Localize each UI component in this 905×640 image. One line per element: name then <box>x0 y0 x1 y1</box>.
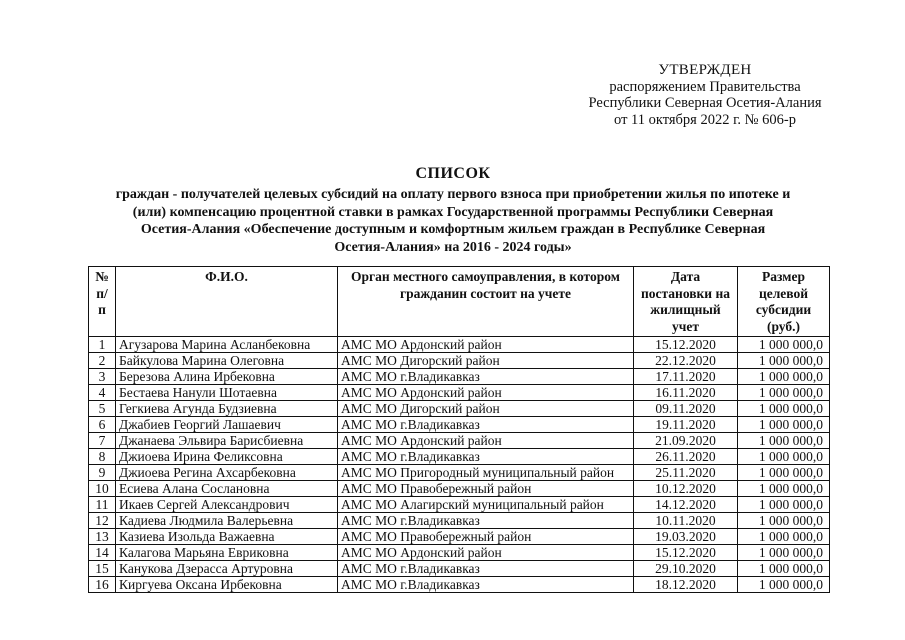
cell-organization: АМС МО г.Владикавказ <box>338 417 634 433</box>
cell-amount: 1 000 000,0 <box>738 529 830 545</box>
table-row <box>89 529 830 545</box>
cell-fio: Березова Алина Ирбековна <box>116 369 338 385</box>
cell-number: 16 <box>89 577 116 593</box>
cell-date: 22.12.2020 <box>634 353 738 369</box>
cell-amount: 1 000 000,0 <box>738 385 830 401</box>
cell-amount: 1 000 000,0 <box>738 513 830 529</box>
header-subsidy-amount: Размер целевой субсидии (руб.) <box>738 267 830 337</box>
cell-date: 15.12.2020 <box>634 545 738 561</box>
cell-number: 4 <box>89 385 116 401</box>
cell-number: 6 <box>89 417 116 433</box>
cell-fio: Есиева Алана Сослановна <box>116 481 338 497</box>
cell-date: 25.11.2020 <box>634 465 738 481</box>
cell-date: 09.11.2020 <box>634 401 738 417</box>
cell-number: 14 <box>89 545 116 561</box>
cell-date: 16.11.2020 <box>634 385 738 401</box>
cell-fio: Гегкиева Агунда Будзиевна <box>116 401 338 417</box>
cell-fio: Джиоева Регина Ахсарбековна <box>116 465 338 481</box>
cell-organization: АМС МО г.Владикавказ <box>338 513 634 529</box>
cell-organization: АМС МО Дигорский район <box>338 353 634 369</box>
cell-amount: 1 000 000,0 <box>738 369 830 385</box>
table-header-row <box>89 267 830 337</box>
subtitle-line-3: Осетия-Алания «Обеспечение доступным и комфортным жильем граждан в Республике Северная <box>140 222 766 237</box>
approval-line-4: от 11 октября 2022 г. № 606-р <box>614 111 796 128</box>
cell-amount: 1 000 000,0 <box>738 449 830 465</box>
cell-amount: 1 000 000,0 <box>738 545 830 561</box>
cell-number: 9 <box>89 465 116 481</box>
cell-organization: АМС МО Алагирский муниципальный район <box>338 497 634 513</box>
table-row <box>89 465 830 481</box>
header-fio: Ф.И.О. <box>116 267 338 337</box>
header-organization: Орган местного самоуправления, в котором гражданин состоит на учете <box>338 267 634 337</box>
table-row <box>89 545 830 561</box>
cell-fio: Казиева Изольда Важаевна <box>116 529 338 545</box>
cell-date: 10.11.2020 <box>634 513 738 529</box>
approval-stamp <box>560 62 850 128</box>
cell-amount: 1 000 000,0 <box>738 561 830 577</box>
table-row <box>89 481 830 497</box>
cell-organization: АМС МО г.Владикавказ <box>338 577 634 593</box>
approval-line-2: распоряжением Правительства <box>609 78 801 95</box>
cell-organization: АМС МО Правобережный район <box>338 529 634 545</box>
cell-fio: Байкулова Марина Олеговна <box>116 353 338 369</box>
cell-organization: АМС МО Ардонский район <box>338 433 634 449</box>
table-body <box>89 337 830 593</box>
table-row <box>89 417 830 433</box>
table-row <box>89 577 830 593</box>
cell-organization: АМС МО Ардонский район <box>338 385 634 401</box>
approval-heading: УТВЕРЖДЕН <box>658 62 752 78</box>
table-row <box>89 353 830 369</box>
cell-amount: 1 000 000,0 <box>738 465 830 481</box>
cell-fio: Агузарова Марина Асланбековна <box>116 337 338 353</box>
cell-number: 12 <box>89 513 116 529</box>
cell-fio: Бестаева Нанули Шотаевна <box>116 385 338 401</box>
cell-fio: Киргуева Оксана Ирбековна <box>116 577 338 593</box>
cell-organization: АМС МО г.Владикавказ <box>338 369 634 385</box>
cell-fio: Джабиев Георгий Лашаевич <box>116 417 338 433</box>
cell-amount: 1 000 000,0 <box>738 577 830 593</box>
table-row <box>89 449 830 465</box>
cell-date: 17.11.2020 <box>634 369 738 385</box>
cell-fio: Джанаева Эльвира Барисбиевна <box>116 433 338 449</box>
cell-organization: АМС МО Пригородный муниципальный район <box>338 465 634 481</box>
cell-amount: 1 000 000,0 <box>738 481 830 497</box>
table-row <box>89 369 830 385</box>
cell-number: 5 <box>89 401 116 417</box>
cell-number: 13 <box>89 529 116 545</box>
cell-organization: АМС МО Правобережный район <box>338 481 634 497</box>
title-subtitle <box>80 186 826 256</box>
table-row <box>89 433 830 449</box>
subtitle-line-1: граждан - получателей целевых субсидий на оплату первого взноса при приобретении жилья по ипотеке и <box>115 187 791 202</box>
cell-number: 10 <box>89 481 116 497</box>
table-row <box>89 401 830 417</box>
cell-date: 15.12.2020 <box>634 337 738 353</box>
cell-date: 26.11.2020 <box>634 449 738 465</box>
cell-fio: Кадиева Людмила Валерьевна <box>116 513 338 529</box>
header-registration-date: Дата постановки на жилищный учет <box>634 267 738 337</box>
cell-number: 1 <box>89 337 116 353</box>
table-row <box>89 385 830 401</box>
cell-number: 7 <box>89 433 116 449</box>
table-row <box>89 513 830 529</box>
cell-fio: Джиоева Ирина Феликсовна <box>116 449 338 465</box>
cell-organization: АМС МО Ардонский район <box>338 337 634 353</box>
cell-organization: АМС МО г.Владикавказ <box>338 561 634 577</box>
cell-number: 8 <box>89 449 116 465</box>
cell-organization: АМС МО г.Владикавказ <box>338 449 634 465</box>
cell-fio: Канукова Дзерасса Артуровна <box>116 561 338 577</box>
cell-date: 29.10.2020 <box>634 561 738 577</box>
cell-amount: 1 000 000,0 <box>738 417 830 433</box>
title-heading: СПИСОК <box>415 165 491 182</box>
cell-organization: АМС МО Ардонский район <box>338 545 634 561</box>
cell-amount: 1 000 000,0 <box>738 433 830 449</box>
cell-amount: 1 000 000,0 <box>738 497 830 513</box>
document-title <box>80 164 826 256</box>
cell-date: 14.12.2020 <box>634 497 738 513</box>
recipients-table <box>88 266 830 593</box>
cell-number: 2 <box>89 353 116 369</box>
cell-date: 10.12.2020 <box>634 481 738 497</box>
cell-organization: АМС МО Дигорский район <box>338 401 634 417</box>
cell-fio: Икаев Сергей Александрович <box>116 497 338 513</box>
subtitle-line-2: (или) компенсацию процентной ставки в рамках Государственной программы Республики Северная <box>132 204 774 220</box>
subtitle-line-4: Осетия-Алания» на 2016 - 2024 годы» <box>334 239 572 255</box>
cell-date: 19.03.2020 <box>634 529 738 545</box>
cell-number: 11 <box>89 497 116 513</box>
cell-number: 15 <box>89 561 116 577</box>
approval-line-3: Республики Северная Осетия-Алания <box>588 95 822 111</box>
cell-amount: 1 000 000,0 <box>738 353 830 369</box>
cell-amount: 1 000 000,0 <box>738 337 830 353</box>
cell-date: 18.12.2020 <box>634 577 738 593</box>
cell-amount: 1 000 000,0 <box>738 401 830 417</box>
cell-number: 3 <box>89 369 116 385</box>
cell-fio: Калагова Марьяна Евриковна <box>116 545 338 561</box>
table-row <box>89 497 830 513</box>
table-row <box>89 337 830 353</box>
header-number: № п/ п <box>89 267 116 337</box>
cell-date: 19.11.2020 <box>634 417 738 433</box>
table-row <box>89 561 830 577</box>
cell-date: 21.09.2020 <box>634 433 738 449</box>
